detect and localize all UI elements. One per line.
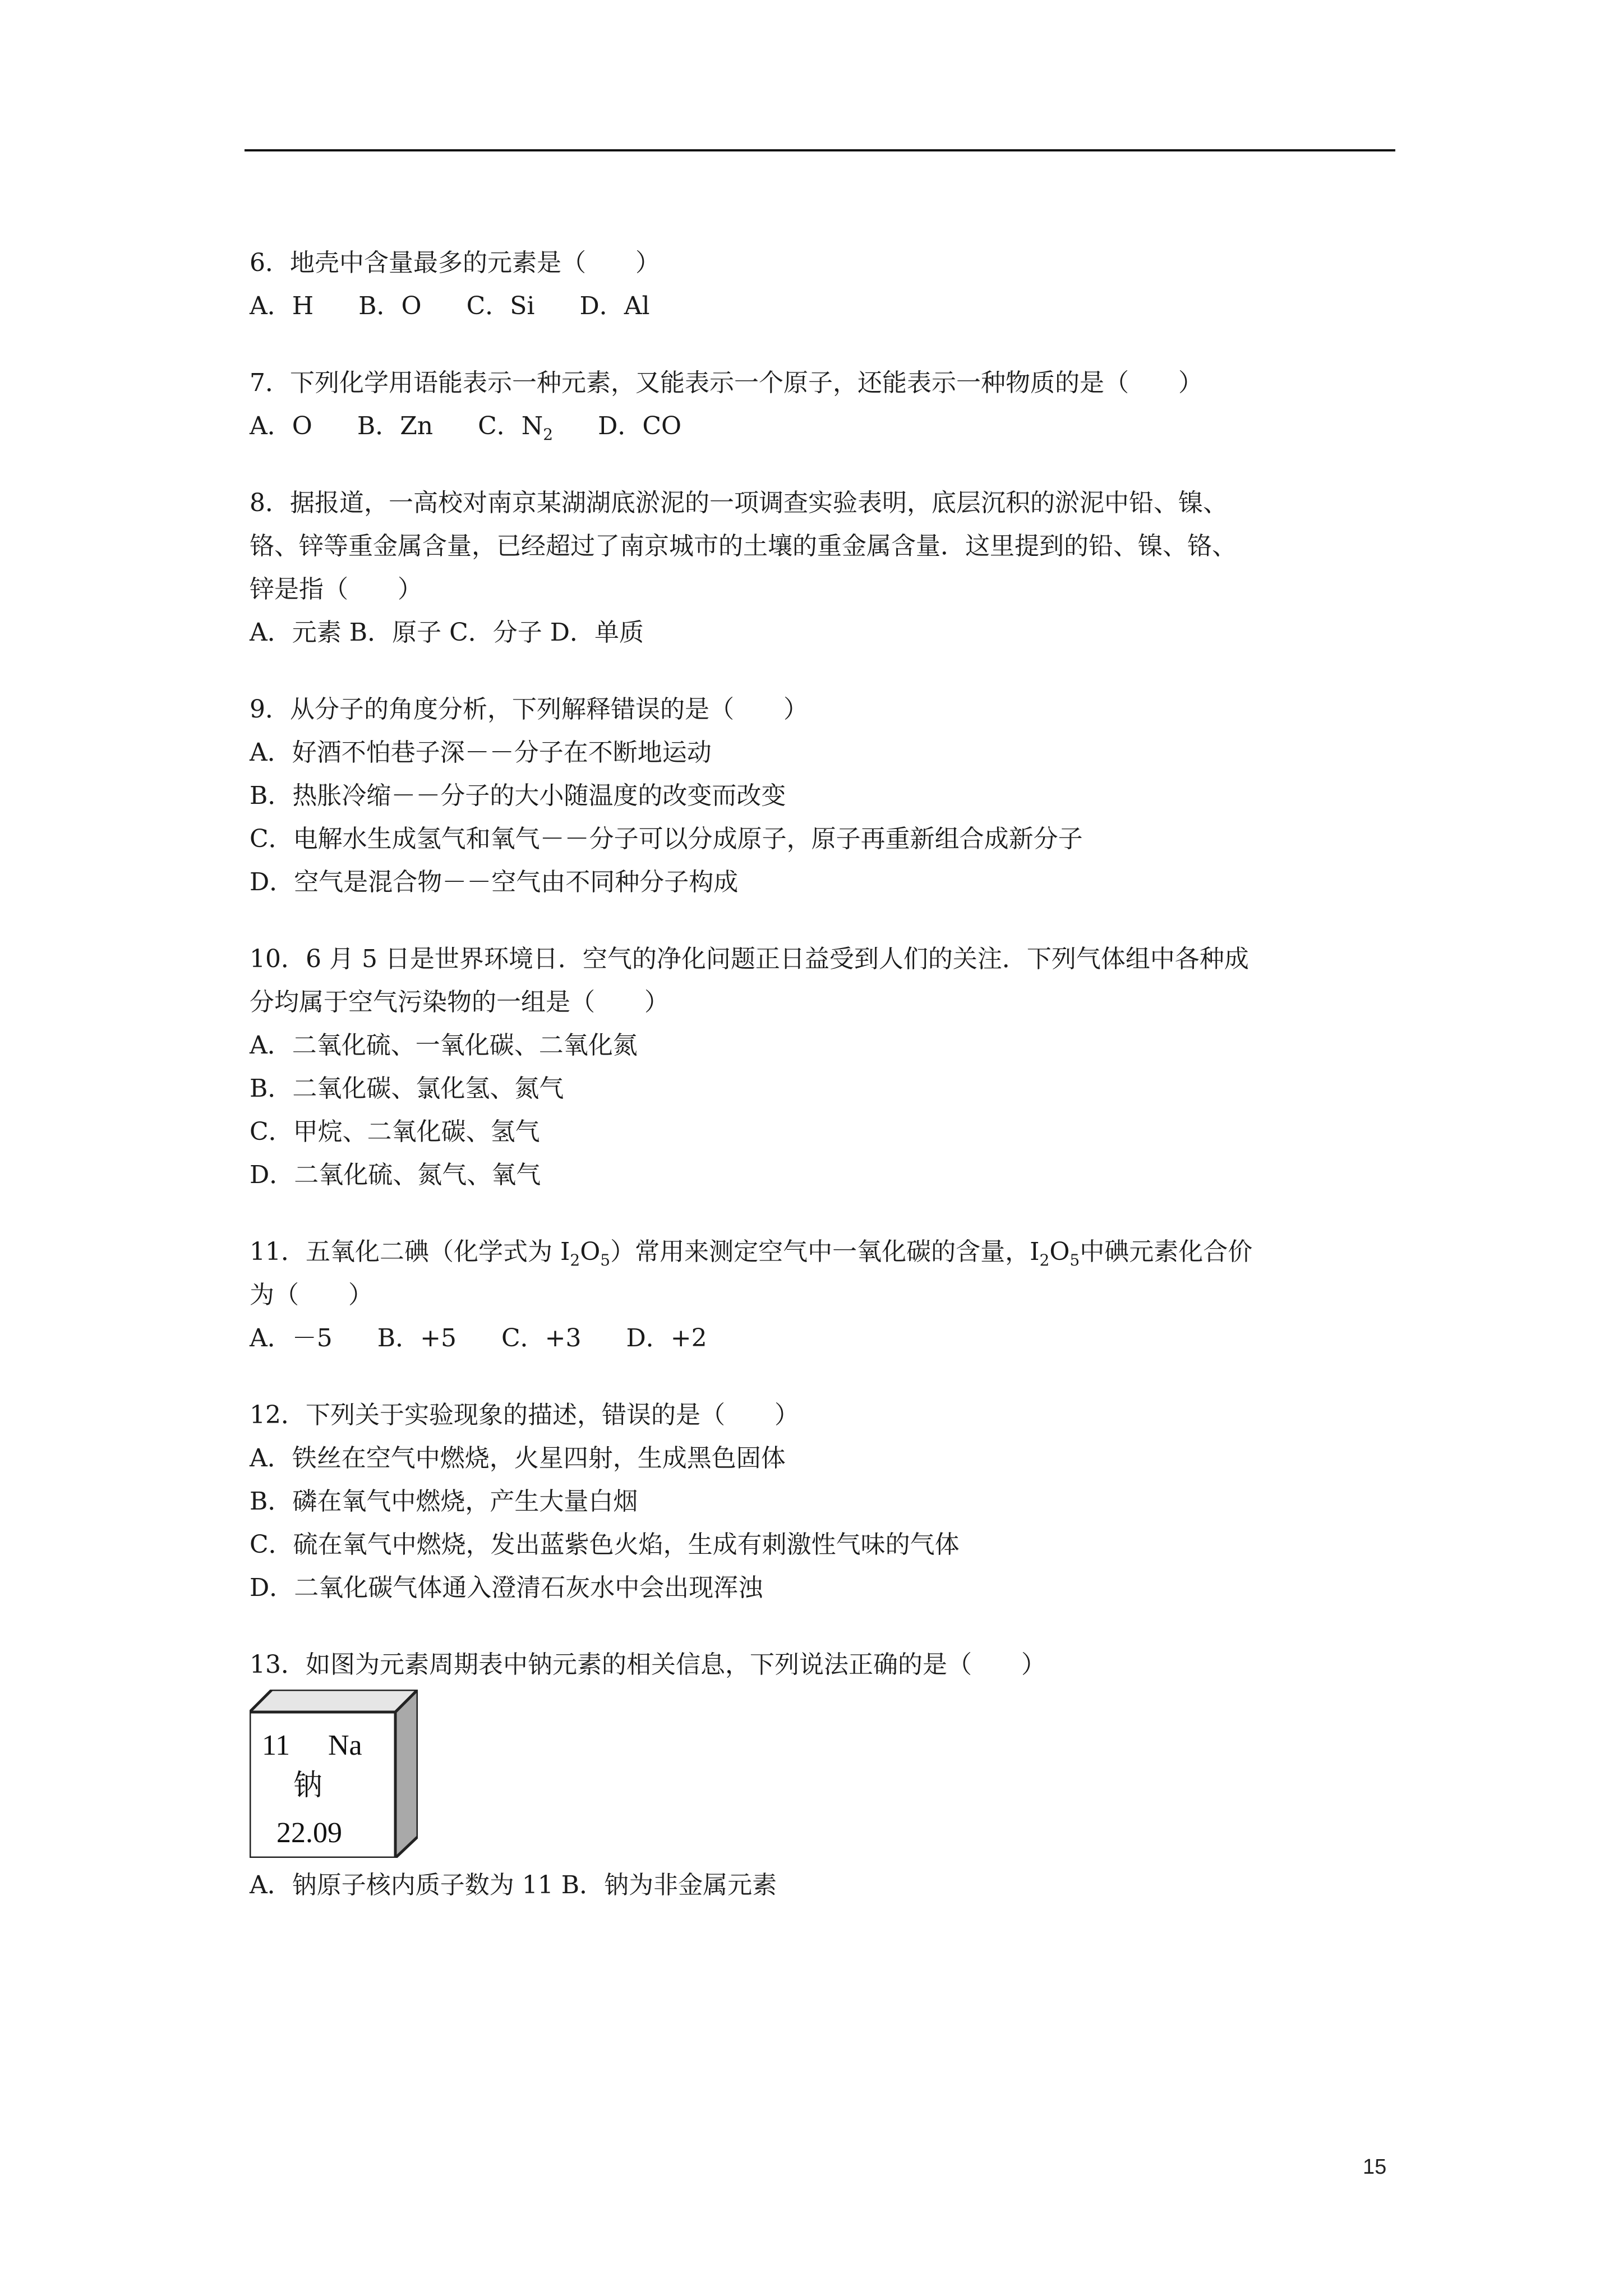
subscript: 5 [1069, 1250, 1080, 1269]
question-list [250, 241, 1399, 1940]
question-stem-line-1: 10．6 月 5 日是世界环境日．空气的净化问题正日益受到人们的关注．下列气体组中各种成 [250, 945, 1249, 973]
question-12 [250, 1393, 1399, 1609]
option-c-text: C．N [478, 412, 543, 440]
option-a: A．O [250, 412, 312, 440]
question-stem: 7．下列化学用语能表示一种元素，又能表示一个原子，还能表示一种物质的是（ ） [250, 369, 1203, 397]
atomic-mass: 22.09 [276, 1817, 342, 1849]
subscript: 5 [600, 1250, 611, 1269]
atomic-number: 11 [262, 1729, 291, 1761]
option-d: D．空气是混合物－－空气由不同种分子构成 [250, 868, 739, 896]
stem-text: O [580, 1237, 601, 1266]
question-stem-line-1 [250, 1230, 1399, 1273]
option-a: A．H [250, 292, 314, 320]
element-card-figure [250, 1690, 418, 1858]
question-9 [250, 688, 1399, 904]
subscript: 2 [1039, 1250, 1050, 1269]
question-stem-line-3: 锌是指（ ） [250, 575, 422, 604]
option-b: B．O [358, 292, 422, 320]
option-b: B．二氧化碳、氯化氢、氮气 [250, 1074, 564, 1103]
option-a: A．铁丝在空气中燃烧，火星四射，生成黑色固体 [250, 1444, 786, 1473]
subscript: 2 [543, 425, 554, 444]
subscript: 2 [570, 1250, 580, 1269]
question-13 [250, 1643, 1399, 1907]
stem-text: ）常用来测定空气中一氧化碳的含量，I [610, 1237, 1040, 1266]
option-row [250, 284, 1399, 328]
option-a: A．－5 [250, 1324, 333, 1352]
question-stem-line-2: 分均属于空气污染物的一组是（ ） [250, 988, 669, 1016]
header-rule [245, 149, 1395, 151]
question-stem: 9．从分子的角度分析，下列解释错误的是（ ） [250, 695, 808, 724]
option-row [250, 404, 1399, 448]
option-row: A．元素 B．原子 C．分子 D．单质 [250, 618, 644, 647]
element-symbol: Na [328, 1729, 362, 1761]
question-11 [250, 1230, 1399, 1360]
option-row [250, 1317, 1399, 1360]
stem-text: 中碘元素化合价 [1080, 1237, 1253, 1266]
question-stem: 6．地壳中含量最多的元素是（ ） [250, 249, 660, 277]
card-top-face [250, 1690, 418, 1712]
question-6 [250, 241, 1399, 328]
option-a: A．好酒不怕巷子深－－分子在不断地运动 [250, 738, 712, 767]
option-c: C．硫在氧气中燃烧，发出蓝紫色火焰，生成有刺激性气味的气体 [250, 1530, 960, 1559]
stem-text: O [1049, 1237, 1070, 1266]
option-c: C．电解水生成氢气和氧气－－分子可以分成原子，原子再重新组合成新分子 [250, 825, 1083, 853]
question-7 [250, 361, 1399, 448]
option-b: B．磷在氧气中燃烧，产生大量白烟 [250, 1487, 638, 1516]
option-d: D．+2 [626, 1324, 707, 1352]
option-b: B．Zn [357, 412, 434, 440]
question-stem: 13．如图为元素周期表中钠元素的相关信息，下列说法正确的是（ ） [250, 1650, 1046, 1679]
option-c: C．Si [466, 292, 535, 320]
question-10 [250, 937, 1399, 1197]
question-stem: 12．下列关于实验现象的描述，错误的是（ ） [250, 1401, 799, 1429]
option-d: D．CO [598, 412, 682, 440]
option-b: B．热胀冷缩－－分子的大小随温度的改变而改变 [250, 781, 786, 810]
option-c: C．+3 [501, 1324, 582, 1352]
option-c [478, 404, 553, 448]
option-d: D．二氧化硫、氮气、氧气 [250, 1161, 541, 1189]
option-d: D．二氧化碳气体通入澄清石灰水中会出现浑浊 [250, 1573, 763, 1602]
question-stem-line-2: 为（ ） [250, 1281, 373, 1309]
question-8 [250, 481, 1399, 654]
element-name: 钠 [293, 1769, 323, 1802]
stem-text: 11．五氧化二碘（化学式为 I [250, 1237, 570, 1266]
card-side-face [395, 1690, 418, 1858]
question-stem-line-1: 8．据报道，一高校对南京某湖湖底淤泥的一项调查实验表明，底层沉积的淤泥中铅、镍、 [250, 489, 1228, 517]
option-d: D．Al [579, 292, 650, 320]
option-row: A．钠原子核内质子数为 11 B．钠为非金属元素 [250, 1871, 777, 1899]
page-number: 15 [1363, 2155, 1387, 2179]
option-c: C．甲烷、二氧化碳、氢气 [250, 1117, 540, 1146]
option-a: A．二氧化硫、一氧化碳、二氧化氮 [250, 1031, 638, 1060]
option-b: B．+5 [377, 1324, 457, 1352]
question-stem-line-2: 铬、锌等重金属含量，已经超过了南京城市的土壤的重金属含量．这里提到的铅、镍、铬、 [250, 532, 1237, 560]
